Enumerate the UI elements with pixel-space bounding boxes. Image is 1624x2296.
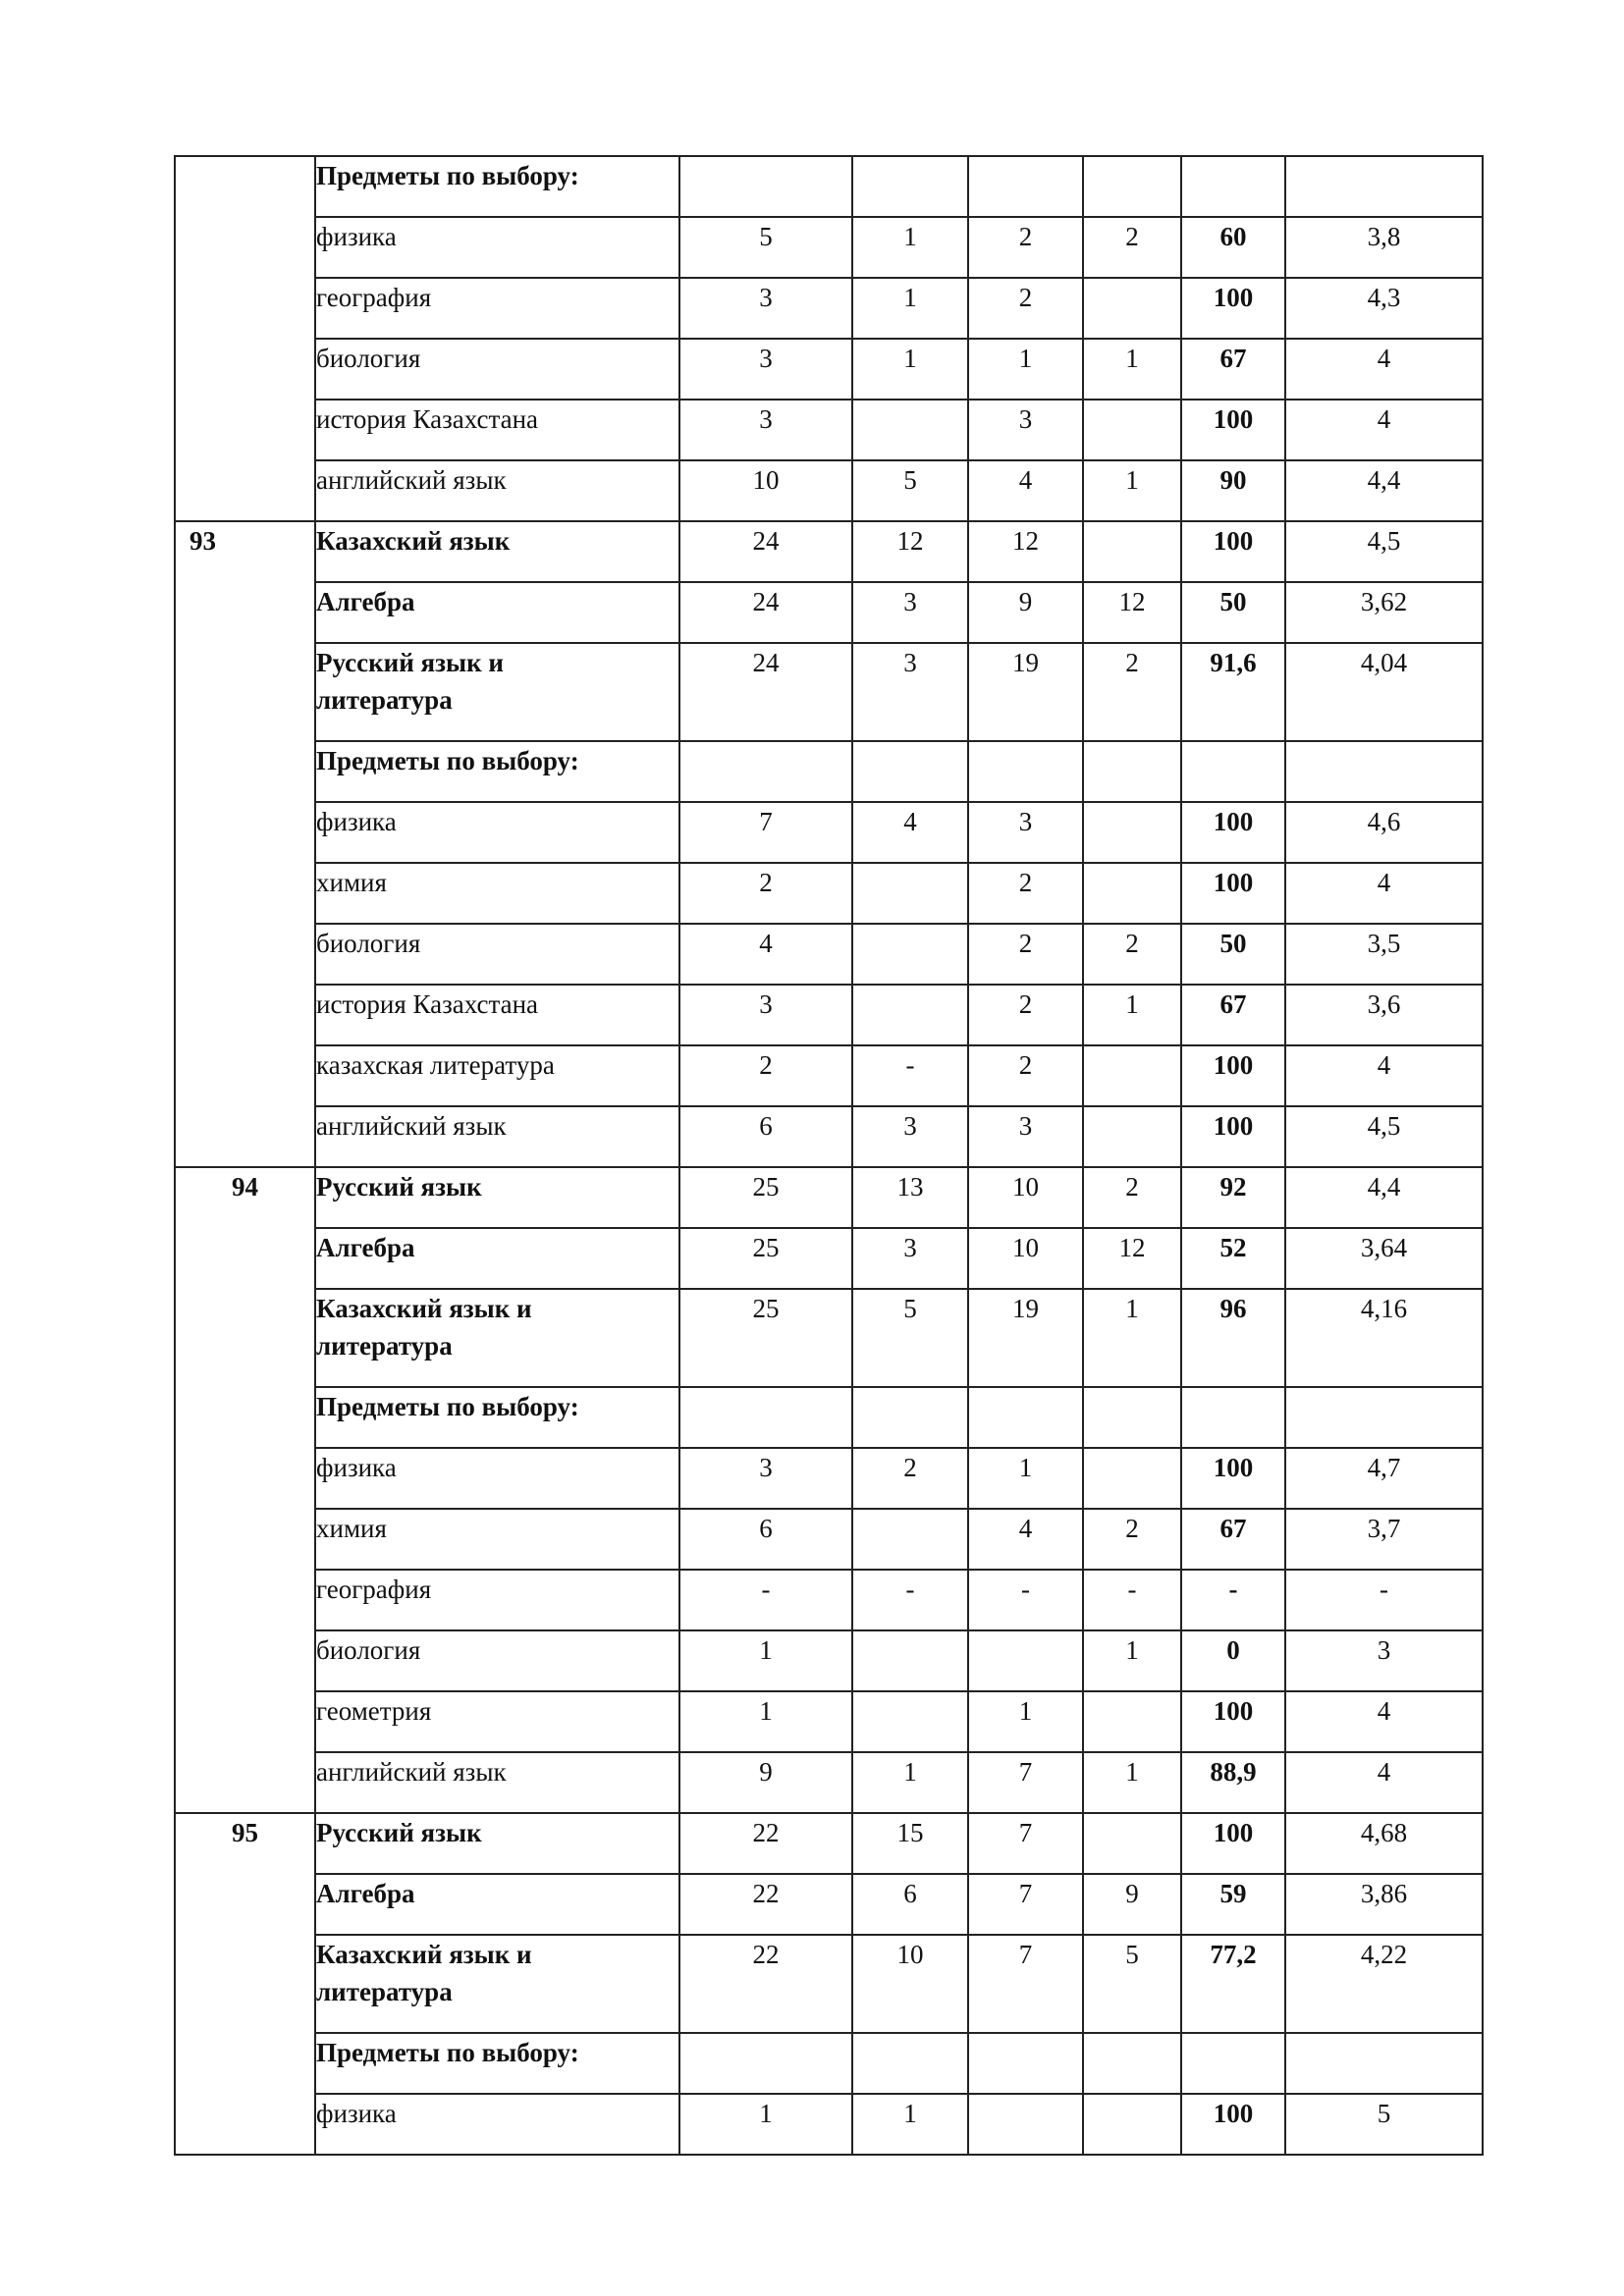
average-score-cell: 4: [1285, 400, 1483, 460]
subject-name: Предметы по выбору:: [316, 1392, 579, 1421]
subject-name: казахская литература: [316, 1050, 555, 1080]
grade-3-count-cell: 2: [1083, 1167, 1181, 1228]
average-score-cell: 4: [1285, 1691, 1483, 1752]
average-score-cell: 3,8: [1285, 217, 1483, 278]
students-count-cell: 2: [679, 863, 852, 924]
grade-3-count-cell: 1: [1083, 985, 1181, 1045]
table-row: [175, 1228, 1483, 1289]
quality-percent-cell: 100: [1181, 1448, 1285, 1509]
grade-4-count-cell: 2: [968, 985, 1083, 1045]
quality-percent-cell: 96: [1181, 1289, 1285, 1387]
table-row: [175, 1570, 1483, 1630]
students-count-cell: 9: [679, 1752, 852, 1813]
grade-5-count-cell: 6: [852, 1874, 968, 1935]
subject-name: физика: [316, 2099, 397, 2128]
subject-cell: [315, 1570, 679, 1630]
subject-name: история Казахстана: [316, 989, 539, 1019]
subject-cell: [315, 1228, 679, 1289]
students-count-cell: 3: [679, 339, 852, 400]
subject-cell: [315, 2033, 679, 2094]
subject-cell: [315, 1045, 679, 1106]
subject-cell: [315, 924, 679, 985]
average-score-cell: 4,22: [1285, 1935, 1483, 2033]
quality-percent-cell: 59: [1181, 1874, 1285, 1935]
grade-4-count-cell: 4: [968, 460, 1083, 521]
grade-3-count-cell: [1083, 802, 1181, 863]
average-score-cell: 5: [1285, 2094, 1483, 2155]
students-count-cell: 24: [679, 582, 852, 643]
quality-percent-cell: 92: [1181, 1167, 1285, 1228]
grade-5-count-cell: 1: [852, 339, 968, 400]
subject-name: Русский язык: [316, 1172, 482, 1201]
quality-percent-cell: -: [1181, 1570, 1285, 1630]
subject-name: Казахский язык и: [316, 1294, 532, 1323]
subject-name-line2: литература: [316, 1331, 453, 1361]
subject-name: химия: [316, 1514, 387, 1543]
average-score-cell: 4: [1285, 1045, 1483, 1106]
subject-cell: [315, 278, 679, 339]
grades-table-body: [175, 156, 1483, 2155]
grade-4-count-cell: 12: [968, 521, 1083, 582]
average-score-cell: 4,5: [1285, 1106, 1483, 1167]
subject-cell: [315, 1752, 679, 1813]
grade-5-count-cell: 3: [852, 1106, 968, 1167]
average-score-cell: 4,5: [1285, 521, 1483, 582]
grade-4-count-cell: 9: [968, 582, 1083, 643]
subject-name: Алгебра: [316, 587, 415, 616]
table-row: [175, 1752, 1483, 1813]
subject-name: химия: [316, 868, 387, 897]
grade-3-count-cell: 2: [1083, 643, 1181, 741]
grade-5-count-cell: [852, 156, 968, 217]
students-count-cell: 22: [679, 1935, 852, 2033]
table-row: [175, 924, 1483, 985]
subject-cell: [315, 1106, 679, 1167]
students-count-cell: 25: [679, 1228, 852, 1289]
table-row: [175, 156, 1483, 217]
quality-percent-cell: 50: [1181, 582, 1285, 643]
table-row: [175, 1289, 1483, 1387]
class-number-cell: 93: [175, 521, 315, 1167]
quality-percent-cell: 100: [1181, 802, 1285, 863]
average-score-cell: 4,4: [1285, 1167, 1483, 1228]
table-row: [175, 1509, 1483, 1570]
grade-5-count-cell: [852, 924, 968, 985]
grade-4-count-cell: [968, 741, 1083, 802]
grade-5-count-cell: [852, 2033, 968, 2094]
quality-percent-cell: 100: [1181, 521, 1285, 582]
grade-5-count-cell: 1: [852, 217, 968, 278]
grade-4-count-cell: 7: [968, 1935, 1083, 2033]
students-count-cell: 5: [679, 217, 852, 278]
average-score-cell: 3,62: [1285, 582, 1483, 643]
students-count-cell: 3: [679, 278, 852, 339]
class-number-cell: 94: [175, 1167, 315, 1813]
table-row: [175, 1106, 1483, 1167]
average-score-cell: [1285, 2033, 1483, 2094]
grade-3-count-cell: -: [1083, 1570, 1181, 1630]
subject-name: Предметы по выбору:: [316, 746, 579, 775]
students-count-cell: 3: [679, 1448, 852, 1509]
average-score-cell: 3,5: [1285, 924, 1483, 985]
quality-percent-cell: 52: [1181, 1228, 1285, 1289]
subject-cell: [315, 1691, 679, 1752]
subject-cell: [315, 1509, 679, 1570]
table-row: [175, 582, 1483, 643]
grade-5-count-cell: 15: [852, 1813, 968, 1874]
subject-name: физика: [316, 1453, 397, 1482]
grade-5-count-cell: [852, 1691, 968, 1752]
subject-cell: [315, 1935, 679, 2033]
grade-3-count-cell: 2: [1083, 924, 1181, 985]
grade-4-count-cell: 3: [968, 802, 1083, 863]
grade-3-count-cell: 2: [1083, 217, 1181, 278]
average-score-cell: 3,6: [1285, 985, 1483, 1045]
grade-3-count-cell: [1083, 156, 1181, 217]
average-score-cell: 3: [1285, 1630, 1483, 1691]
grade-5-count-cell: 1: [852, 2094, 968, 2155]
grade-3-count-cell: 9: [1083, 1874, 1181, 1935]
grade-5-count-cell: 5: [852, 460, 968, 521]
students-count-cell: 22: [679, 1813, 852, 1874]
grade-3-count-cell: [1083, 863, 1181, 924]
average-score-cell: 4: [1285, 339, 1483, 400]
students-count-cell: [679, 2033, 852, 2094]
grade-5-count-cell: [852, 863, 968, 924]
grade-3-count-cell: [1083, 2033, 1181, 2094]
subject-cell: [315, 582, 679, 643]
table-row: [175, 460, 1483, 521]
grade-3-count-cell: 1: [1083, 339, 1181, 400]
subject-name: английский язык: [316, 465, 507, 495]
quality-percent-cell: 100: [1181, 1813, 1285, 1874]
grade-3-count-cell: [1083, 741, 1181, 802]
grade-5-count-cell: [852, 1509, 968, 1570]
table-row: [175, 802, 1483, 863]
grade-4-count-cell: 19: [968, 643, 1083, 741]
table-row: [175, 1691, 1483, 1752]
grade-3-count-cell: [1083, 400, 1181, 460]
grade-4-count-cell: 2: [968, 278, 1083, 339]
grade-4-count-cell: 7: [968, 1874, 1083, 1935]
grade-3-count-cell: 1: [1083, 1630, 1181, 1691]
average-score-cell: 3,7: [1285, 1509, 1483, 1570]
students-count-cell: 24: [679, 643, 852, 741]
average-score-cell: 4,3: [1285, 278, 1483, 339]
table-row: [175, 339, 1483, 400]
grade-5-count-cell: [852, 1387, 968, 1448]
subject-cell: [315, 1630, 679, 1691]
students-count-cell: 4: [679, 924, 852, 985]
quality-percent-cell: 50: [1181, 924, 1285, 985]
table-row: [175, 521, 1483, 582]
students-count-cell: [679, 741, 852, 802]
students-count-cell: 22: [679, 1874, 852, 1935]
quality-percent-cell: 100: [1181, 1691, 1285, 1752]
subject-name-line2: литература: [316, 685, 453, 715]
subject-name-line2: литература: [316, 1977, 453, 2006]
grade-5-count-cell: 4: [852, 802, 968, 863]
average-score-cell: 4,16: [1285, 1289, 1483, 1387]
table-row: [175, 1874, 1483, 1935]
table-row: [175, 1630, 1483, 1691]
subject-cell: [315, 400, 679, 460]
quality-percent-cell: 100: [1181, 863, 1285, 924]
subject-cell: [315, 156, 679, 217]
subject-cell: [315, 521, 679, 582]
students-count-cell: 2: [679, 1045, 852, 1106]
subject-cell: [315, 802, 679, 863]
subject-name: Казахский язык и: [316, 1940, 532, 1969]
grade-3-count-cell: [1083, 1448, 1181, 1509]
grade-5-count-cell: [852, 741, 968, 802]
subject-cell: [315, 1448, 679, 1509]
grade-5-count-cell: -: [852, 1045, 968, 1106]
grade-3-count-cell: 12: [1083, 582, 1181, 643]
grade-4-count-cell: -: [968, 1570, 1083, 1630]
average-score-cell: [1285, 156, 1483, 217]
grades-table: [174, 155, 1484, 2156]
class-number-cell: 95: [175, 1813, 315, 2155]
subject-name: география: [316, 1575, 432, 1604]
table-row: [175, 400, 1483, 460]
grade-3-count-cell: 2: [1083, 1509, 1181, 1570]
quality-percent-cell: 88,9: [1181, 1752, 1285, 1813]
subject-name: Русский язык и: [316, 648, 504, 677]
grade-4-count-cell: 1: [968, 1448, 1083, 1509]
grade-5-count-cell: 10: [852, 1935, 968, 2033]
subject-cell: [315, 985, 679, 1045]
table-row: [175, 741, 1483, 802]
class-number-cell: [175, 156, 315, 521]
subject-cell: [315, 1387, 679, 1448]
average-score-cell: 3,64: [1285, 1228, 1483, 1289]
subject-cell: [315, 863, 679, 924]
grade-3-count-cell: 12: [1083, 1228, 1181, 1289]
grade-4-count-cell: 2: [968, 1045, 1083, 1106]
grade-3-count-cell: 1: [1083, 1289, 1181, 1387]
grade-5-count-cell: 5: [852, 1289, 968, 1387]
subject-cell: [315, 2094, 679, 2155]
quality-percent-cell: [1181, 741, 1285, 802]
grade-4-count-cell: [968, 1387, 1083, 1448]
quality-percent-cell: [1181, 1387, 1285, 1448]
students-count-cell: 1: [679, 1691, 852, 1752]
table-row: [175, 863, 1483, 924]
table-row: [175, 985, 1483, 1045]
grade-5-count-cell: 2: [852, 1448, 968, 1509]
students-count-cell: 25: [679, 1289, 852, 1387]
subject-name: Предметы по выбору:: [316, 2038, 579, 2067]
grade-5-count-cell: -: [852, 1570, 968, 1630]
grade-3-count-cell: [1083, 2094, 1181, 2155]
grade-3-count-cell: [1083, 1813, 1181, 1874]
grade-5-count-cell: 1: [852, 1752, 968, 1813]
quality-percent-cell: 67: [1181, 339, 1285, 400]
students-count-cell: 1: [679, 1630, 852, 1691]
table-row: [175, 1387, 1483, 1448]
quality-percent-cell: 100: [1181, 1106, 1285, 1167]
grade-5-count-cell: 3: [852, 643, 968, 741]
grade-4-count-cell: 2: [968, 217, 1083, 278]
grade-3-count-cell: [1083, 1106, 1181, 1167]
grade-4-count-cell: 3: [968, 400, 1083, 460]
grade-4-count-cell: [968, 1630, 1083, 1691]
subject-name: география: [316, 283, 432, 312]
grade-5-count-cell: [852, 985, 968, 1045]
subject-name: история Казахстана: [316, 404, 539, 434]
subject-name: физика: [316, 222, 397, 251]
table-row: [175, 1167, 1483, 1228]
quality-percent-cell: 0: [1181, 1630, 1285, 1691]
subject-name: Русский язык: [316, 1818, 482, 1847]
quality-percent-cell: 100: [1181, 2094, 1285, 2155]
table-row: [175, 278, 1483, 339]
subject-name: биология: [316, 1635, 421, 1665]
quality-percent-cell: 60: [1181, 217, 1285, 278]
subject-cell: [315, 1874, 679, 1935]
grade-4-count-cell: 3: [968, 1106, 1083, 1167]
subject-name: Алгебра: [316, 1233, 415, 1262]
table-row: [175, 1935, 1483, 2033]
grade-4-count-cell: 7: [968, 1752, 1083, 1813]
grade-3-count-cell: [1083, 278, 1181, 339]
average-score-cell: 4: [1285, 863, 1483, 924]
grade-5-count-cell: [852, 1630, 968, 1691]
grade-3-count-cell: 5: [1083, 1935, 1181, 2033]
subject-cell: [315, 643, 679, 741]
subject-name: Алгебра: [316, 1879, 415, 1908]
average-score-cell: 4,4: [1285, 460, 1483, 521]
subject-name: Предметы по выбору:: [316, 161, 579, 190]
grade-4-count-cell: [968, 2033, 1083, 2094]
table-row: [175, 2033, 1483, 2094]
students-count-cell: 1: [679, 2094, 852, 2155]
subject-cell: [315, 217, 679, 278]
grade-5-count-cell: [852, 400, 968, 460]
students-count-cell: 3: [679, 985, 852, 1045]
average-score-cell: [1285, 1387, 1483, 1448]
grade-3-count-cell: [1083, 521, 1181, 582]
students-count-cell: 6: [679, 1509, 852, 1570]
table-row: [175, 643, 1483, 741]
grade-4-count-cell: [968, 2094, 1083, 2155]
subject-cell: [315, 741, 679, 802]
grade-4-count-cell: 2: [968, 863, 1083, 924]
subject-cell: [315, 1289, 679, 1387]
grade-4-count-cell: 10: [968, 1167, 1083, 1228]
average-score-cell: 4: [1285, 1752, 1483, 1813]
students-count-cell: 25: [679, 1167, 852, 1228]
quality-percent-cell: 67: [1181, 985, 1285, 1045]
grade-3-count-cell: [1083, 1691, 1181, 1752]
students-count-cell: 3: [679, 400, 852, 460]
table-row: [175, 2094, 1483, 2155]
subject-name: Казахский язык: [316, 526, 511, 556]
grade-5-count-cell: 13: [852, 1167, 968, 1228]
subject-cell: [315, 460, 679, 521]
table-row: [175, 1045, 1483, 1106]
subject-cell: [315, 339, 679, 400]
quality-percent-cell: 77,2: [1181, 1935, 1285, 2033]
subject-name: английский язык: [316, 1111, 507, 1141]
grade-3-count-cell: 1: [1083, 1752, 1181, 1813]
average-score-cell: -: [1285, 1570, 1483, 1630]
average-score-cell: 4,68: [1285, 1813, 1483, 1874]
table-row: [175, 217, 1483, 278]
table-row: [175, 1448, 1483, 1509]
grade-5-count-cell: 12: [852, 521, 968, 582]
subject-name: английский язык: [316, 1757, 507, 1787]
students-count-cell: 10: [679, 460, 852, 521]
quality-percent-cell: [1181, 156, 1285, 217]
grade-4-count-cell: 1: [968, 339, 1083, 400]
grade-3-count-cell: [1083, 1045, 1181, 1106]
average-score-cell: [1285, 741, 1483, 802]
quality-percent-cell: 100: [1181, 1045, 1285, 1106]
average-score-cell: 4,04: [1285, 643, 1483, 741]
subject-name: биология: [316, 929, 421, 958]
grade-4-count-cell: 19: [968, 1289, 1083, 1387]
grade-5-count-cell: 3: [852, 1228, 968, 1289]
average-score-cell: 4,6: [1285, 802, 1483, 863]
grade-4-count-cell: 7: [968, 1813, 1083, 1874]
grade-4-count-cell: 1: [968, 1691, 1083, 1752]
quality-percent-cell: [1181, 2033, 1285, 2094]
average-score-cell: 4,7: [1285, 1448, 1483, 1509]
table-row: [175, 1813, 1483, 1874]
grade-3-count-cell: 1: [1083, 460, 1181, 521]
grade-4-count-cell: [968, 156, 1083, 217]
grade-4-count-cell: 10: [968, 1228, 1083, 1289]
grade-5-count-cell: 1: [852, 278, 968, 339]
quality-percent-cell: 91,6: [1181, 643, 1285, 741]
quality-percent-cell: 67: [1181, 1509, 1285, 1570]
quality-percent-cell: 100: [1181, 400, 1285, 460]
quality-percent-cell: 90: [1181, 460, 1285, 521]
students-count-cell: -: [679, 1570, 852, 1630]
students-count-cell: 24: [679, 521, 852, 582]
students-count-cell: [679, 1387, 852, 1448]
grade-4-count-cell: 2: [968, 924, 1083, 985]
grade-3-count-cell: [1083, 1387, 1181, 1448]
subject-name: физика: [316, 807, 397, 836]
subject-name: геометрия: [316, 1696, 432, 1726]
subject-cell: [315, 1813, 679, 1874]
subject-cell: [315, 1167, 679, 1228]
students-count-cell: [679, 156, 852, 217]
subject-name: биология: [316, 344, 421, 373]
grade-4-count-cell: 4: [968, 1509, 1083, 1570]
students-count-cell: 6: [679, 1106, 852, 1167]
students-count-cell: 7: [679, 802, 852, 863]
quality-percent-cell: 100: [1181, 278, 1285, 339]
grade-5-count-cell: 3: [852, 582, 968, 643]
average-score-cell: 3,86: [1285, 1874, 1483, 1935]
